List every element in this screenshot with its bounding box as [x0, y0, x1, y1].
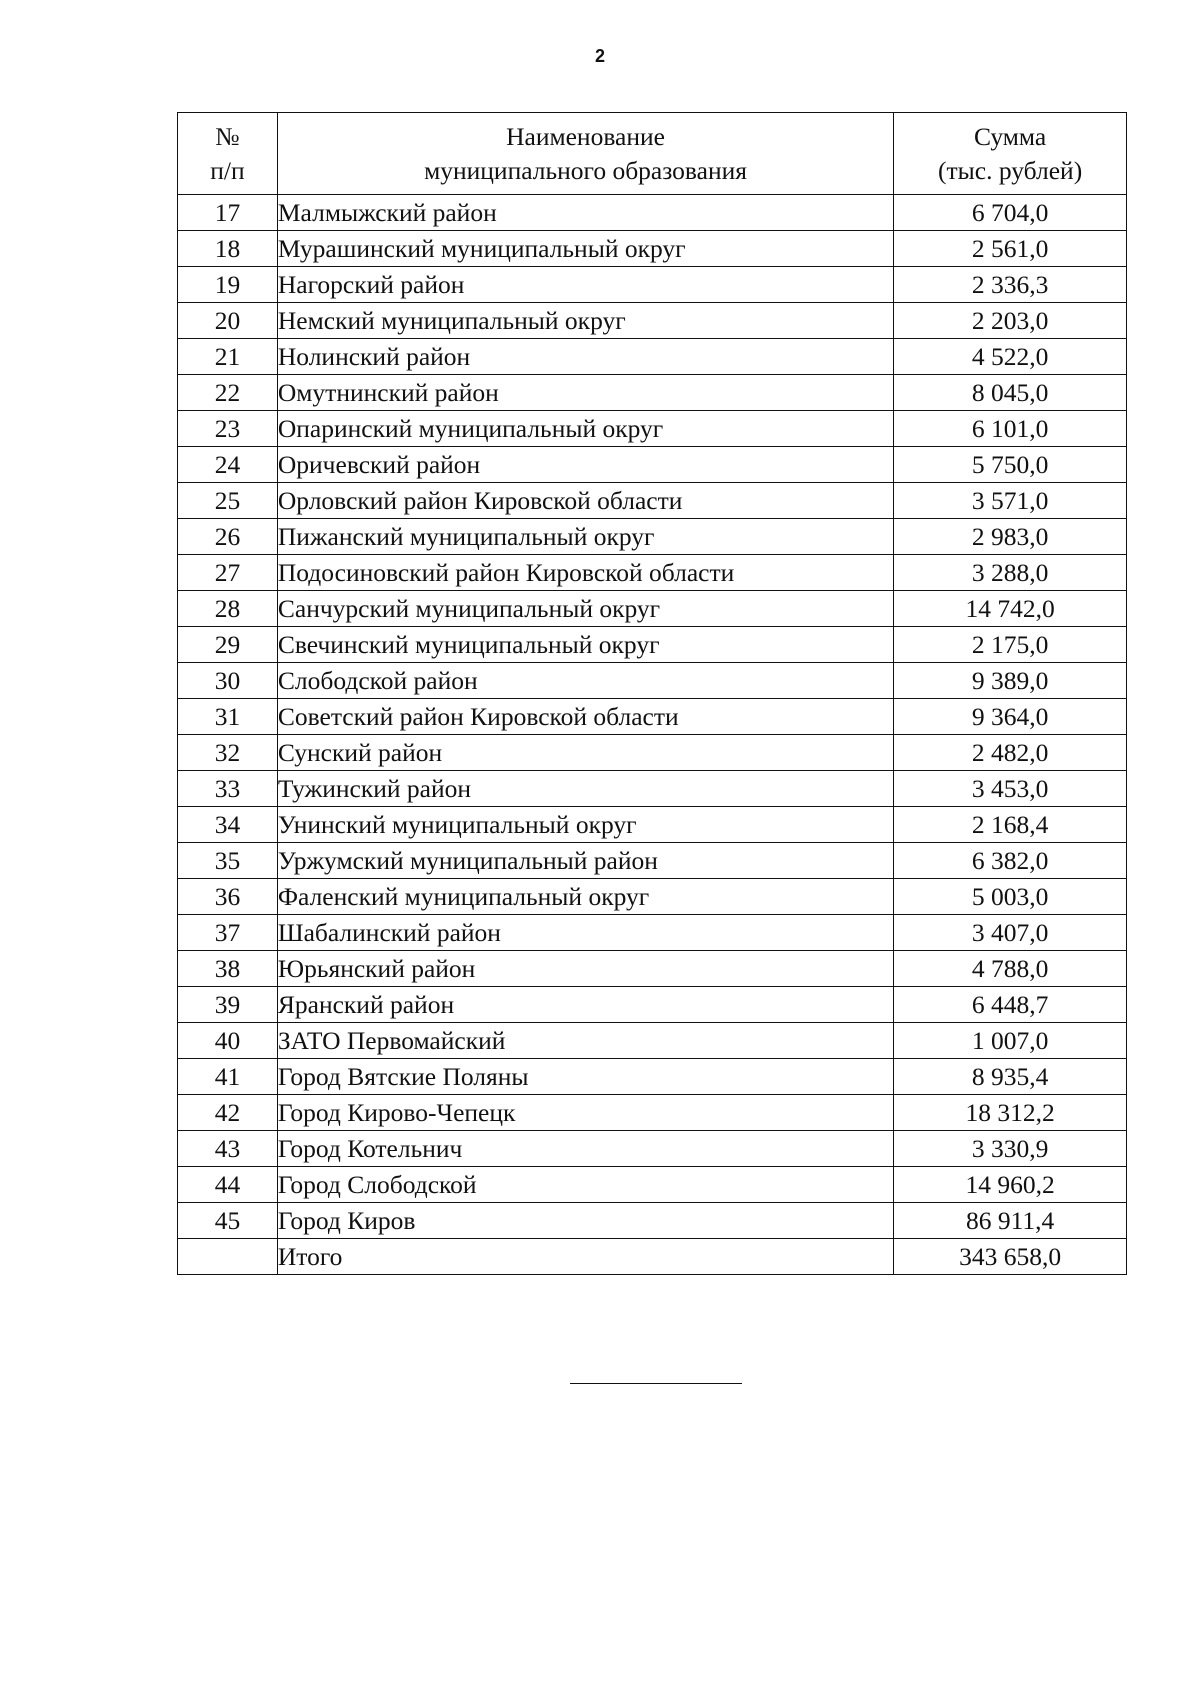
municipality-name: Яранский район: [277, 987, 893, 1023]
municipality-name: ЗАТО Первомайский: [277, 1023, 893, 1059]
municipality-name: Шабалинский район: [277, 915, 893, 951]
amount: 6 448,7: [894, 987, 1127, 1023]
amount: 8 045,0: [894, 375, 1127, 411]
table-row: [178, 915, 1127, 951]
amount: 3 407,0: [894, 915, 1127, 951]
amount: 3 330,9: [894, 1131, 1127, 1167]
header-name-line-1: Наименование: [506, 122, 665, 152]
amount: 2 175,0: [894, 627, 1127, 663]
amount: 86 911,4: [894, 1203, 1127, 1239]
amount: 5 750,0: [894, 447, 1127, 483]
municipality-name: Подосиновский район Кировской области: [277, 555, 893, 591]
table-row: [178, 663, 1127, 699]
row-number: 44: [178, 1167, 278, 1203]
row-number: 39: [178, 987, 278, 1023]
municipality-name: Свечинский муниципальный округ: [277, 627, 893, 663]
header-number-line-2: п/п: [210, 155, 245, 185]
table-row: [178, 195, 1127, 231]
row-number: 27: [178, 555, 278, 591]
amount: 3 288,0: [894, 555, 1127, 591]
table-row: [178, 267, 1127, 303]
amount: 5 003,0: [894, 879, 1127, 915]
amount: 3 571,0: [894, 483, 1127, 519]
table-row: [178, 699, 1127, 735]
municipality-name: Город Кирово-Чепецк: [277, 1095, 893, 1131]
table-row: [178, 1059, 1127, 1095]
table-row: [178, 555, 1127, 591]
row-number: 25: [178, 483, 278, 519]
table-row: [178, 771, 1127, 807]
row-number: 30: [178, 663, 278, 699]
row-number: 35: [178, 843, 278, 879]
municipality-name: Опаринский муниципальный округ: [277, 411, 893, 447]
municipality-name: Фаленский муниципальный округ: [277, 879, 893, 915]
header-name-line-2: муниципального образования: [424, 155, 747, 185]
table-row: [178, 375, 1127, 411]
row-number: 41: [178, 1059, 278, 1095]
table-row: [178, 1203, 1127, 1239]
row-number: 23: [178, 411, 278, 447]
amount: 2 482,0: [894, 735, 1127, 771]
table-row: [178, 807, 1127, 843]
municipality-name: Омутнинский район: [277, 375, 893, 411]
amount: 1 007,0: [894, 1023, 1127, 1059]
row-number: 32: [178, 735, 278, 771]
table-row: [178, 1095, 1127, 1131]
table-body: [178, 195, 1127, 1275]
row-number: [178, 1239, 278, 1275]
total-row: [178, 1239, 1127, 1275]
municipality-name: Оричевский район: [277, 447, 893, 483]
row-number: 31: [178, 699, 278, 735]
row-number: 21: [178, 339, 278, 375]
row-number: 36: [178, 879, 278, 915]
amount: 343 658,0: [894, 1239, 1127, 1275]
amount: 4 522,0: [894, 339, 1127, 375]
municipality-name: Город Котельнич: [277, 1131, 893, 1167]
table-row: [178, 447, 1127, 483]
row-number: 20: [178, 303, 278, 339]
municipality-name: Сунский район: [277, 735, 893, 771]
header-amount-line-1: Сумма: [973, 122, 1047, 152]
amount: 2 561,0: [894, 231, 1127, 267]
table-row: [178, 879, 1127, 915]
table-row: [178, 735, 1127, 771]
row-number: 42: [178, 1095, 278, 1131]
row-number: 43: [178, 1131, 278, 1167]
page-number: 2: [594, 46, 605, 66]
row-number: 34: [178, 807, 278, 843]
amount: 3 453,0: [894, 771, 1127, 807]
table-row: [178, 411, 1127, 447]
table-row: [178, 1131, 1127, 1167]
amount: 2 336,3: [894, 267, 1127, 303]
table-row: [178, 591, 1127, 627]
amount: 8 935,4: [894, 1059, 1127, 1095]
table-row: [178, 951, 1127, 987]
header-number-line-1: №: [215, 122, 240, 152]
table-row: [178, 483, 1127, 519]
row-number: 17: [178, 195, 278, 231]
municipality-name: Немский муниципальный округ: [277, 303, 893, 339]
row-number: 33: [178, 771, 278, 807]
amount: 6 101,0: [894, 411, 1127, 447]
municipality-name: Слободской район: [277, 663, 893, 699]
municipality-name: Нагорский район: [277, 267, 893, 303]
header-number: [178, 113, 278, 195]
amount: 18 312,2: [894, 1095, 1127, 1131]
amount: 9 364,0: [894, 699, 1127, 735]
table-row: [178, 627, 1127, 663]
municipality-name: Тужинский район: [277, 771, 893, 807]
amount: 6 382,0: [894, 843, 1127, 879]
municipality-name: Малмыжский район: [277, 195, 893, 231]
municipality-name: Санчурский муниципальный округ: [277, 591, 893, 627]
municipality-name: Советский район Кировской области: [277, 699, 893, 735]
row-number: 37: [178, 915, 278, 951]
municipality-name: Пижанский муниципальный округ: [277, 519, 893, 555]
amount: 2 168,4: [894, 807, 1127, 843]
municipality-name: Город Вятские Поляны: [277, 1059, 893, 1095]
header-amount-line-2: (тыс. рублей): [938, 155, 1083, 185]
municipality-name: Город Слободской: [277, 1167, 893, 1203]
table-row: [178, 519, 1127, 555]
row-number: 19: [178, 267, 278, 303]
table-row: [178, 843, 1127, 879]
row-number: 18: [178, 231, 278, 267]
amount: 4 788,0: [894, 951, 1127, 987]
header-municipality-name: [277, 113, 893, 195]
municipality-name: Мурашинский муниципальный округ: [277, 231, 893, 267]
municipality-name: Город Киров: [277, 1203, 893, 1239]
table-row: [178, 1023, 1127, 1059]
row-number: 29: [178, 627, 278, 663]
municipality-name: Орловский район Кировской области: [277, 483, 893, 519]
header-row: [178, 113, 1127, 195]
table-row: [178, 231, 1127, 267]
municipality-name: Юрьянский район: [277, 951, 893, 987]
row-number: 45: [178, 1203, 278, 1239]
row-number: 24: [178, 447, 278, 483]
header-amount: [894, 113, 1127, 195]
amount: 2 983,0: [894, 519, 1127, 555]
municipality-name: Унинский муниципальный округ: [277, 807, 893, 843]
amount: 9 389,0: [894, 663, 1127, 699]
municipality-name: Итого: [277, 1239, 893, 1275]
closing-rule: [570, 1383, 742, 1384]
table-row: [178, 1167, 1127, 1203]
row-number: 26: [178, 519, 278, 555]
amount: 2 203,0: [894, 303, 1127, 339]
row-number: 40: [178, 1023, 278, 1059]
municipality-name: Нолинский район: [277, 339, 893, 375]
table-header: [178, 113, 1127, 195]
table-row: [178, 987, 1127, 1023]
row-number: 22: [178, 375, 278, 411]
amount: 14 960,2: [894, 1167, 1127, 1203]
row-number: 38: [178, 951, 278, 987]
row-number: 28: [178, 591, 278, 627]
allocation-table: [177, 112, 1127, 1275]
amount: 14 742,0: [894, 591, 1127, 627]
amount: 6 704,0: [894, 195, 1127, 231]
table-row: [178, 339, 1127, 375]
table-row: [178, 303, 1127, 339]
municipality-name: Уржумский муниципальный район: [277, 843, 893, 879]
